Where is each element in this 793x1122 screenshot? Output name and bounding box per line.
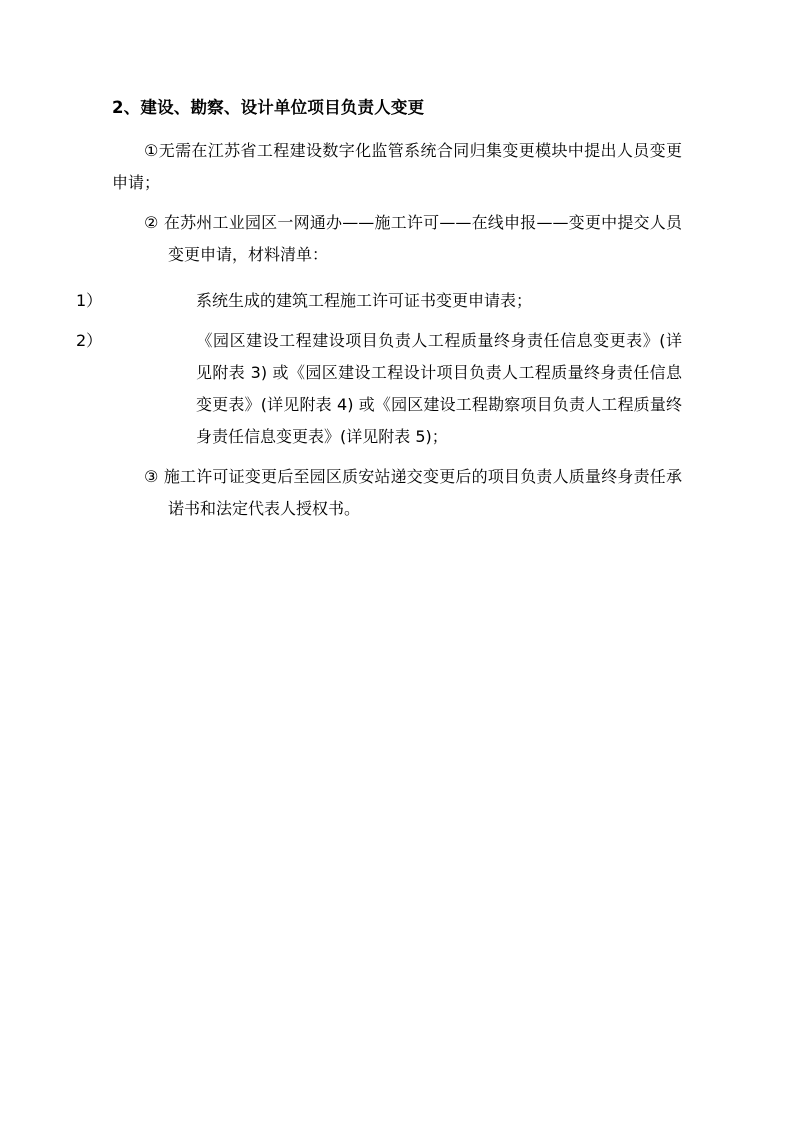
paragraph-item-3: ③ 施工许可证变更后至园区质安站递交变更后的项目负责人质量终身责任承诺书和法定代表人授权书。	[144, 466, 682, 518]
list-item	[76, 285, 682, 317]
paragraph-item-1: ①无需在江苏省工程建设数字化监管系统合同归集变更模块中提出人员变更申请；	[112, 140, 682, 192]
paragraph-item-2: ② 在苏州工业园区一网通办——施工许可——在线申报——变更中提交人员变更申请，材料清单：	[144, 212, 682, 264]
list-item-number: 2）	[76, 330, 103, 350]
page-title: 2、建设、勘察、设计单位项目负责人变更	[112, 98, 425, 117]
list-item	[76, 325, 682, 453]
list-item-text: 系统生成的建筑工程施工许可证书变更申请表；	[196, 290, 533, 310]
list-item-text: 《园区建设工程建设项目负责人工程质量终身责任信息变更表》(详见附表 3) 或《园区建设工程设计项目负责人工程质量终身责任信息变更表》(详见附表 4) 或《园区建设工程勘察项目负责人工程质量终身责任信息变更表》(详见附表 5)；	[196, 330, 682, 446]
list-item-number: 1）	[76, 290, 103, 310]
document-body	[76, 96, 682, 525]
